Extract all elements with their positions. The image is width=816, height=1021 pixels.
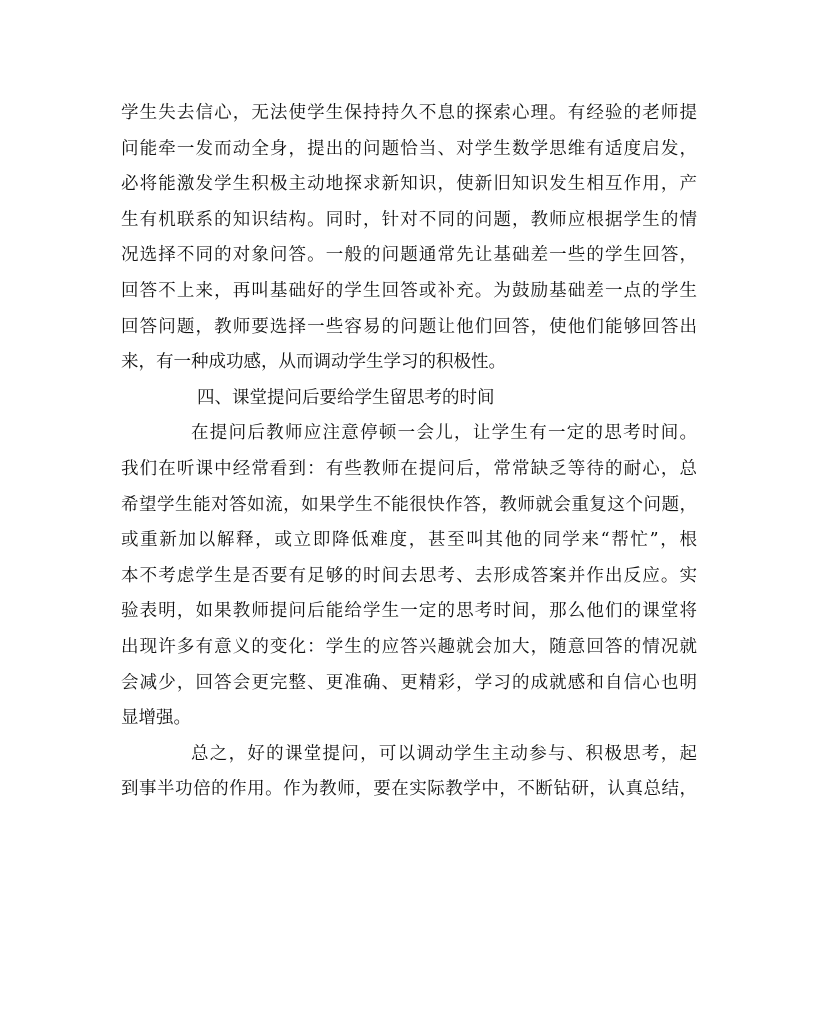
paragraph-continuation — [121, 96, 697, 381]
text-line: 在提问后教师应注意停顿一会儿，让学生有一定的思考时间。 — [191, 423, 697, 444]
text-line: 我们在听课中经常看到：有些教师在提问后，常常缺乏等待的耐心，总 — [121, 458, 697, 479]
text-line: 生有机联系的知识结构。同时，针对不同的问题，教师应根据学生的情 — [121, 209, 697, 230]
text-line: 本不考虑学生是否要有足够的时间去思考、去形成答案并作出反应。实 — [121, 565, 697, 586]
paragraph — [121, 416, 697, 736]
text-line: 验表明，如果教师提问后能给学生一定的思考时间，那么他们的课堂将 — [121, 601, 697, 622]
text-line: 况选择不同的对象问答。一般的问题通常先让基础差一些的学生回答， — [121, 245, 697, 266]
paragraph — [121, 737, 697, 808]
text-line: 或重新加以解释，或立即降低难度，甚至叫其他的同学来“帮忙”，根 — [121, 530, 697, 551]
body-text — [121, 96, 697, 808]
text-line: 希望学生能对答如流，如果学生不能很快作答，教师就会重复这个问题， — [121, 494, 697, 515]
text-line: 必将能激发学生积极主动地探求新知识，使新旧知识发生相互作用，产 — [121, 174, 697, 195]
text-line: 显增强。 — [121, 708, 191, 729]
section-heading: 四、课堂提问后要给学生留思考的时间 — [197, 387, 495, 408]
text-line: 学生失去信心，无法使学生保持持久不息的探索心理。有经验的老师提 — [121, 103, 697, 123]
text-line: 到事半功倍的作用。作为教师，要在实际教学中，不断钻研，认真总结， — [121, 779, 697, 800]
text-line: 回答不上来，再叫基础好的学生回答或补充。为鼓励基础差一点的学生 — [121, 280, 697, 301]
text-line: 总之，好的课堂提问，可以调动学生主动参与、积极思考，起 — [191, 743, 697, 764]
text-line: 回答问题，教师要选择一些容易的问题让他们回答，使他们能够回答出 — [121, 316, 697, 337]
text-line: 问能牵一发而动全身，提出的问题恰当、对学生数学思维有适度启发， — [121, 138, 697, 159]
text-line: 会减少，回答会更完整、更准确、更精彩，学习的成就感和自信心也明 — [121, 672, 697, 693]
text-line: 来，有一种成功感，从而调动学生学习的积极性。 — [121, 352, 506, 373]
text-line: 出现许多有意义的变化：学生的应答兴趣就会加大，随意回答的情况就 — [121, 636, 697, 657]
